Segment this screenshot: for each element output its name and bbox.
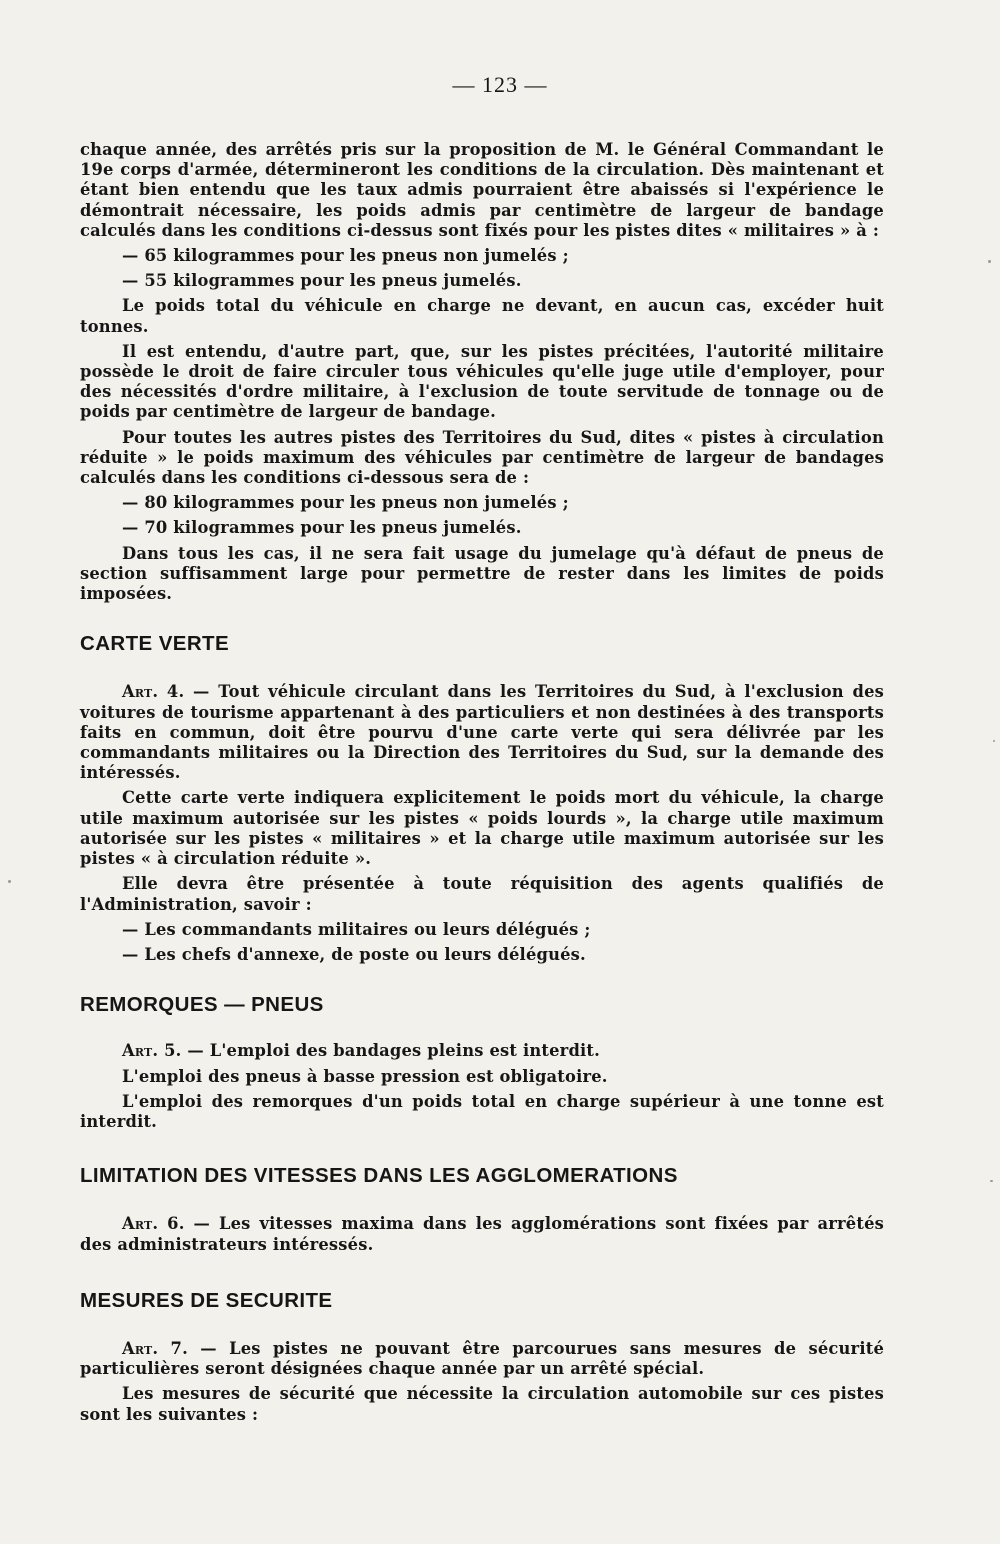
paragraph: Cette carte verte indiquera explicitement le poids mort du véhicule, la charge utile maximum autorisée sur les pistes « poids lourds », la charge utile maximum autorisée sur les pistes « militaires » et la charge utile maximum autorisée sur les pistes « à circulation réduite ». xyxy=(80,788,884,869)
article-text: — Les vitesses maxima dans les agglomérations sont fixées par arrêtés des administrateurs intéressés. xyxy=(80,1214,885,1254)
section-heading-carte-verte: CARTE VERTE xyxy=(80,632,230,656)
document-body xyxy=(80,140,884,1430)
paragraph: Elle devra être présentée à toute réquisition des agents qualifiés de l'Administration, savoir : xyxy=(80,874,884,914)
paragraph: Pour toutes les autres pistes des Territoires du Sud, dites « pistes à circulation réduite » le poids maximum des véhicules par centimètre de largeur de bandages calculés dans les conditions ci-dessous sera de : xyxy=(80,427,884,488)
section-heading-limitation-vitesses: LIMITATION DES VITESSES DANS LES AGGLOMERATIONS xyxy=(80,1164,678,1188)
paragraph: L'emploi des pneus à basse pression est obligatoire. xyxy=(122,1066,608,1086)
list-item: — 65 kilogrammes pour les pneus non jumelés ; xyxy=(122,246,569,266)
article-text: — L'emploi des bandages pleins est interdit. xyxy=(181,1041,601,1061)
paragraph: Dans tous les cas, il ne sera fait usage du jumelage qu'à défaut de pneus de section suffisamment large pour permettre de rester dans les limites de poids imposées. xyxy=(80,543,884,604)
paragraph: Le poids total du véhicule en charge ne devant, en aucun cas, excéder huit tonnes. xyxy=(80,296,884,336)
paragraph: chaque année, des arrêtés pris sur la proposition de M. le Général Commandant le 19e corps d'armée, détermineront les conditions de la circulation. Dès maintenant et étant bien entendu que les taux admis pourraient être abaissés si l'expérience le démontrait nécessaire, les poids admis par centimètre de largeur de bandage calculés dans les conditions ci-dessus sont fixés pour les pistes dites « militaires » à : xyxy=(80,140,884,240)
article-5 xyxy=(80,1041,884,1061)
article-number: Art. 5. xyxy=(122,1041,182,1061)
list-item: — 55 kilogrammes pour les pneus jumelés. xyxy=(122,271,522,291)
article-number: Art. 4. xyxy=(122,682,185,702)
paragraph: Les mesures de sécurité que nécessite la circulation automobile sur ces pistes sont les suivantes : xyxy=(80,1384,884,1424)
list-item: — 70 kilogrammes pour les pneus jumelés. xyxy=(122,518,522,538)
article-7 xyxy=(80,1339,884,1379)
article-number: Art. 6. xyxy=(122,1214,185,1234)
list-item: — 80 kilogrammes pour les pneus non jumelés ; xyxy=(122,493,569,513)
paragraph: Il est entendu, d'autre part, que, sur les pistes précitées, l'autorité militaire possède le droit de faire circuler tous véhicules qu'elle juge utile d'employer, pour des nécessités d'ordre militaire, à l'exclusion de toute servitude de tonnage ou de poids par centimètre de largeur de bandage. xyxy=(80,341,884,422)
scan-speck xyxy=(993,740,995,742)
article-6 xyxy=(80,1214,884,1254)
scan-speck xyxy=(990,1180,993,1182)
article-4 xyxy=(80,682,884,783)
list-item: — Les commandants militaires ou leurs délégués ; xyxy=(122,919,591,939)
article-text: — Tout véhicule circulant dans les Territoires du Sud, à l'exclusion des voitures de tourisme appartenant à des particuliers et non destinées à des transports faits en commun, doit être pourvu d'une carte verte qui sera délivrée par les commandants militaires ou la Direction des Territoires du Sud, sur la demande des intéressés. xyxy=(80,682,885,783)
scan-speck xyxy=(8,880,11,883)
article-number: Art. 7. xyxy=(122,1338,188,1358)
section-heading-remorques-pneus: REMORQUES — PNEUS xyxy=(80,993,324,1017)
article-text: — Les pistes ne pouvant être parcourues sans mesures de sécurité particulières seront désignées chaque année par un arrêté spécial. xyxy=(80,1338,885,1379)
paragraph: L'emploi des remorques d'un poids total en charge supérieur à une tonne est interdit. xyxy=(80,1091,884,1131)
list-item: — Les chefs d'annexe, de poste ou leurs délégués. xyxy=(122,944,586,964)
page-number: — 123 — xyxy=(452,72,548,97)
section-heading-mesures-securite: MESURES DE SECURITE xyxy=(80,1288,333,1312)
scan-speck xyxy=(988,260,991,263)
